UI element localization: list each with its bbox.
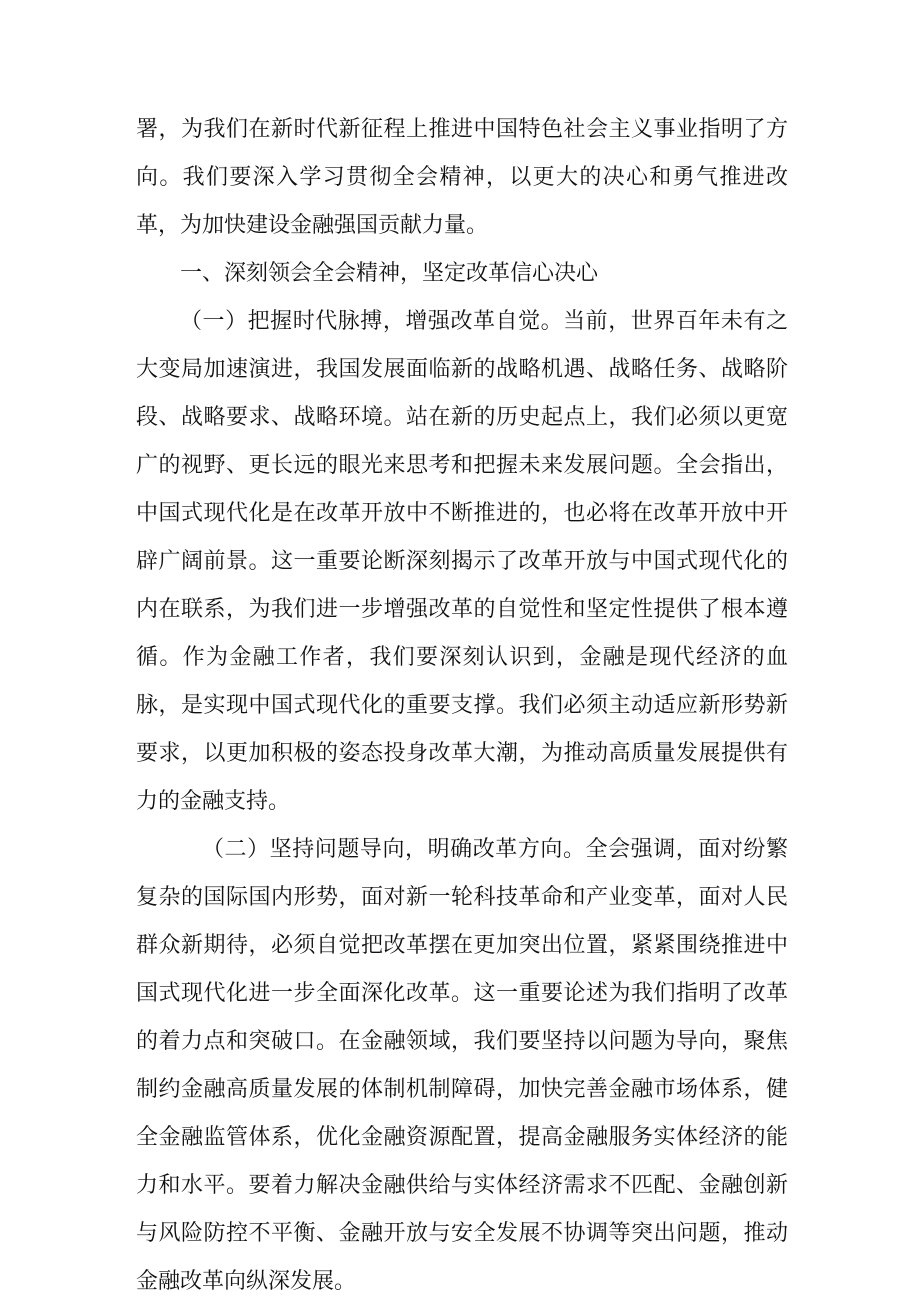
section-heading: 一、深刻领会全会精神，坚定改革信心决心 xyxy=(180,261,599,286)
paragraph-continuation: 署，为我们在新时代新征程上推进中国特色社会主义事业指明了方向。我们要深入学习贯彻全会精神，以更大的决心和勇气推进改革，为加快建设金融强国贡献力量。 xyxy=(136,117,788,238)
paragraph-point-two: （二）坚持问题导向，明确改革方向。全会强调，面对纷繁复杂的国际国内形势，面对新一轮科技革命和产业变革，面对人民群众新期待，必须自觉把改革摆在更加突出位置，紧紧围绕推进中国式现代化进一步全面深化改革。这一重要论述为我们指明了改革的着力点和突破口。在金融领域，我们要坚持以问题为导向，聚焦制约金融高质量发展的体制机制障碍，加快完善金融市场体系，健全金融监管体系，优化金融资源配置，提高金融服务实体经济的能力和水平。要着力解决金融供给与实体经济需求不匹配、金融创新与风险防控不平衡、金融开放与安全发展不协调等突出问题，推动金融改革向纵深发展。 xyxy=(136,837,788,1294)
paragraph-point-one: （一）把握时代脉搏，增强改革自觉。当前，世界百年未有之大变局加速演进，我国发展面临新的战略机遇、战略任务、战略阶段、战略要求、战略环境。站在新的历史起点上，我们必须以更宽广的视野、更长远的眼光来思考和把握未来发展问题。全会指出，中国式现代化是在改革开放中不断推进的，也必将在改革开放中开辟广阔前景。这一重要论断深刻揭示了改革开放与中国式现代化的内在联系，为我们进一步增强改革的自觉性和坚定性提供了根本遵循。作为金融工作者，我们要深刻认识到，金融是现代经济的血脉，是实现中国式现代化的重要支撑。我们必须主动适应新形势新要求，以更加积极的姿态投身改革大潮，为推动高质量发展提供有力的金融支持。 xyxy=(136,309,788,814)
document-body xyxy=(136,106,788,1306)
